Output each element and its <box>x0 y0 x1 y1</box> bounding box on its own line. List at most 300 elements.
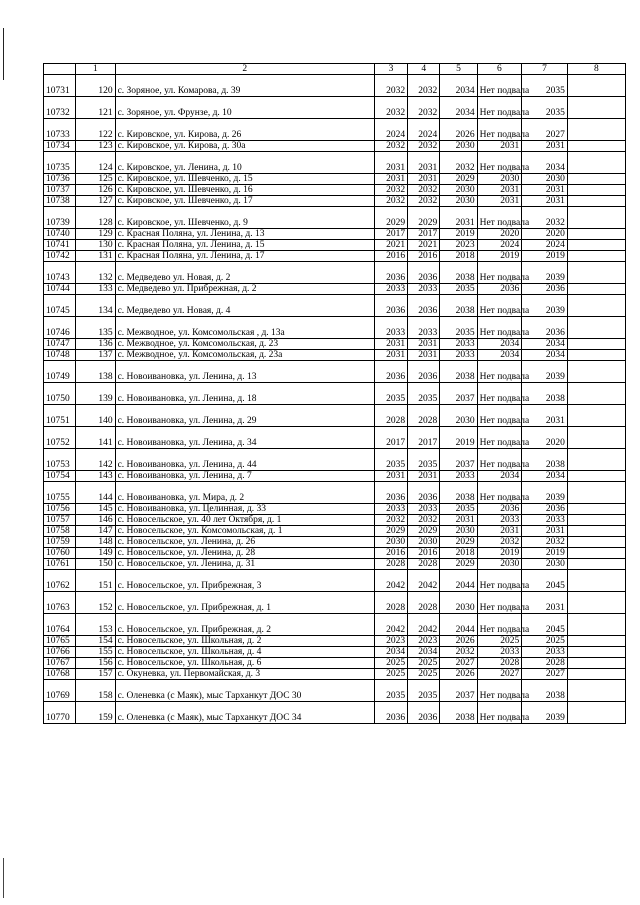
year-col3-cell: 2032 <box>374 97 407 119</box>
row-number-cell: 128 <box>76 207 115 229</box>
address-cell: с. Кировское, ул. Шевченко, д. 15 <box>115 174 374 185</box>
year-col5-cell: 2023 <box>440 240 477 251</box>
year-col3-cell: 2031 <box>374 174 407 185</box>
year-col4-cell: 2017 <box>408 229 440 240</box>
year-col4-cell: 2031 <box>408 174 440 185</box>
address-cell: с. Оленевка (с Маяк), мыс Тарханкут ДОС 30 <box>115 680 374 702</box>
address-cell: с. Межводное, ул. Комсомольская, д. 23а <box>115 350 374 361</box>
col6-cell: 2032 <box>477 537 522 548</box>
table-row <box>44 339 626 350</box>
year-col4-cell: 2031 <box>408 350 440 361</box>
year-col4-cell: 2034 <box>408 647 440 658</box>
address-cell: с. Медведево ул. Прибрежная, д. 2 <box>115 284 374 295</box>
year-col3-cell: 2028 <box>374 559 407 570</box>
address-cell: с. Новоивановка, ул. Целинная, д. 33 <box>115 504 374 515</box>
table-row <box>44 537 626 548</box>
year-col4-cell: 2031 <box>408 471 440 482</box>
table-row <box>44 592 626 614</box>
year-col5-cell: 2038 <box>440 361 477 383</box>
year-col7-cell: 2039 <box>522 361 568 383</box>
table-row <box>44 152 626 174</box>
col6-cell: 2024 <box>477 240 522 251</box>
year-col4-cell: 2021 <box>408 240 440 251</box>
year-col5-cell: 2018 <box>440 251 477 262</box>
year-col4-cell: 2036 <box>408 702 440 724</box>
year-col7-cell: 2031 <box>522 405 568 427</box>
row-number-cell: 141 <box>76 427 115 449</box>
year-col4-cell: 2016 <box>408 251 440 262</box>
col6-cell: 2025 <box>477 636 522 647</box>
row-number-cell: 134 <box>76 295 115 317</box>
col8-cell <box>567 350 625 361</box>
table-row <box>44 669 626 680</box>
column-header: 2 <box>115 64 374 75</box>
year-col7-cell: 2031 <box>522 592 568 614</box>
row-number-cell: 145 <box>76 504 115 515</box>
row-number-cell: 121 <box>76 97 115 119</box>
year-col7-cell: 2030 <box>522 174 568 185</box>
year-col4-cell: 2032 <box>408 196 440 207</box>
table-row <box>44 196 626 207</box>
col8-cell <box>567 526 625 537</box>
record-id-cell: 10746 <box>44 317 76 339</box>
record-id-cell: 10751 <box>44 405 76 427</box>
year-col5-cell: 2033 <box>440 339 477 350</box>
col6-cell: 2034 <box>477 471 522 482</box>
year-col7-cell: 2034 <box>522 339 568 350</box>
col6-cell: 2019 <box>477 251 522 262</box>
year-col5-cell: 2030 <box>440 592 477 614</box>
year-col4-cell: 2033 <box>408 504 440 515</box>
col6-cell: Нет подвала <box>477 702 522 724</box>
year-col7-cell: 2030 <box>522 559 568 570</box>
year-col3-cell: 2036 <box>374 702 407 724</box>
year-col4-cell: 2017 <box>408 427 440 449</box>
table-row <box>44 570 626 592</box>
table-row <box>44 75 626 97</box>
col8-cell <box>567 295 625 317</box>
col8-cell <box>567 636 625 647</box>
address-cell: с. Новосельское, ул. Прибрежная, д. 2 <box>115 614 374 636</box>
year-col7-cell: 2031 <box>522 196 568 207</box>
year-col5-cell: 2032 <box>440 152 477 174</box>
address-cell: с. Новоивановка, ул. Ленина, д. 29 <box>115 405 374 427</box>
record-id-cell: 10768 <box>44 669 76 680</box>
col8-cell <box>567 570 625 592</box>
col8-cell <box>567 339 625 350</box>
col6-cell: 2031 <box>477 185 522 196</box>
year-col3-cell: 2035 <box>374 680 407 702</box>
year-col5-cell: 2018 <box>440 548 477 559</box>
table-body <box>44 64 626 724</box>
table-row <box>44 515 626 526</box>
year-col5-cell: 2029 <box>440 559 477 570</box>
col8-cell <box>567 405 625 427</box>
year-col7-cell: 2020 <box>522 427 568 449</box>
row-number-cell: 123 <box>76 141 115 152</box>
address-cell: с. Кировское, ул. Шевченко, д. 16 <box>115 185 374 196</box>
address-cell: с. Кировское, ул. Кирова, д. 30а <box>115 141 374 152</box>
year-col4-cell: 2028 <box>408 592 440 614</box>
row-number-cell: 122 <box>76 119 115 141</box>
year-col3-cell: 2025 <box>374 658 407 669</box>
table-row <box>44 427 626 449</box>
address-cell: с. Кировское, ул. Ленина, д. 10 <box>115 152 374 174</box>
year-col5-cell: 2030 <box>440 185 477 196</box>
col6-cell: 2019 <box>477 548 522 559</box>
year-col5-cell: 2037 <box>440 449 477 471</box>
record-id-cell: 10748 <box>44 350 76 361</box>
year-col3-cell: 2032 <box>374 75 407 97</box>
year-col3-cell: 2024 <box>374 119 407 141</box>
year-col4-cell: 2036 <box>408 482 440 504</box>
col8-cell <box>567 647 625 658</box>
year-col3-cell: 2042 <box>374 570 407 592</box>
record-id-cell: 10738 <box>44 196 76 207</box>
col8-cell <box>567 658 625 669</box>
col8-cell <box>567 97 625 119</box>
year-col3-cell: 2017 <box>374 229 407 240</box>
table-row <box>44 405 626 427</box>
row-number-cell: 156 <box>76 658 115 669</box>
year-col5-cell: 2030 <box>440 141 477 152</box>
record-id-cell: 10761 <box>44 559 76 570</box>
year-col4-cell: 2029 <box>408 526 440 537</box>
row-number-cell: 131 <box>76 251 115 262</box>
year-col3-cell: 2036 <box>374 482 407 504</box>
year-col5-cell: 2037 <box>440 680 477 702</box>
year-col4-cell: 2035 <box>408 449 440 471</box>
address-cell: с. Межводное, ул. Комсомольская , д. 13а <box>115 317 374 339</box>
address-cell: с. Новоивановка, ул. Ленина, д. 7 <box>115 471 374 482</box>
table-row <box>44 636 626 647</box>
col8-cell <box>567 537 625 548</box>
address-cell: с. Кировское, ул. Кирова, д. 26 <box>115 119 374 141</box>
col8-cell <box>567 504 625 515</box>
year-col4-cell: 2035 <box>408 680 440 702</box>
col6-cell: Нет подвала <box>477 680 522 702</box>
address-cell: с. Новоивановка, ул. Мира, д. 2 <box>115 482 374 504</box>
record-id-cell: 10735 <box>44 152 76 174</box>
address-cell: с. Новосельское, ул. Ленина, д. 28 <box>115 548 374 559</box>
year-col4-cell: 2023 <box>408 636 440 647</box>
table-row <box>44 185 626 196</box>
year-col7-cell: 2036 <box>522 284 568 295</box>
col8-cell <box>567 559 625 570</box>
col8-cell <box>567 196 625 207</box>
year-col3-cell: 2028 <box>374 592 407 614</box>
year-col3-cell: 2042 <box>374 614 407 636</box>
row-number-cell: 124 <box>76 152 115 174</box>
col8-cell <box>567 284 625 295</box>
year-col3-cell: 2032 <box>374 196 407 207</box>
address-cell: с. Кировское, ул. Шевченко, д. 9 <box>115 207 374 229</box>
table-row <box>44 504 626 515</box>
record-id-cell: 10742 <box>44 251 76 262</box>
record-id-cell: 10755 <box>44 482 76 504</box>
record-id-cell: 10732 <box>44 97 76 119</box>
row-number-cell: 144 <box>76 482 115 504</box>
year-col7-cell: 2020 <box>522 229 568 240</box>
record-id-cell: 10741 <box>44 240 76 251</box>
year-col4-cell: 2032 <box>408 97 440 119</box>
year-col4-cell: 2036 <box>408 361 440 383</box>
row-number-cell: 139 <box>76 383 115 405</box>
year-col4-cell: 2032 <box>408 141 440 152</box>
col8-cell <box>567 75 625 97</box>
address-cell: с. Медведево ул. Новая, д. 2 <box>115 262 374 284</box>
table-row <box>44 471 626 482</box>
row-number-cell: 150 <box>76 559 115 570</box>
year-col5-cell: 2031 <box>440 207 477 229</box>
year-col3-cell: 2016 <box>374 251 407 262</box>
year-col3-cell: 2033 <box>374 504 407 515</box>
year-col7-cell: 2031 <box>522 141 568 152</box>
record-id-cell: 10737 <box>44 185 76 196</box>
table-row <box>44 229 626 240</box>
year-col3-cell: 2029 <box>374 207 407 229</box>
year-col7-cell: 2045 <box>522 614 568 636</box>
year-col7-cell: 2035 <box>522 97 568 119</box>
year-col4-cell: 2042 <box>408 614 440 636</box>
address-cell: с. Новосельское, ул. Школьная, д. 6 <box>115 658 374 669</box>
year-col3-cell: 2036 <box>374 295 407 317</box>
col6-cell: 2031 <box>477 526 522 537</box>
record-id-cell: 10731 <box>44 75 76 97</box>
address-cell: с. Новосельское, ул. Прибрежная, д. 1 <box>115 592 374 614</box>
year-col5-cell: 2033 <box>440 350 477 361</box>
record-id-cell: 10745 <box>44 295 76 317</box>
year-col3-cell: 2034 <box>374 647 407 658</box>
table-row <box>44 614 626 636</box>
col8-cell <box>567 251 625 262</box>
col6-cell: Нет подвала <box>477 449 522 471</box>
year-col5-cell: 2031 <box>440 515 477 526</box>
year-col7-cell: 2034 <box>522 471 568 482</box>
row-number-cell: 159 <box>76 702 115 724</box>
row-number-cell: 158 <box>76 680 115 702</box>
year-col4-cell: 2036 <box>408 295 440 317</box>
row-number-cell: 120 <box>76 75 115 97</box>
row-number-cell: 154 <box>76 636 115 647</box>
year-col7-cell: 2033 <box>522 647 568 658</box>
year-col5-cell: 2035 <box>440 317 477 339</box>
year-col4-cell: 2028 <box>408 405 440 427</box>
record-id-cell: 10757 <box>44 515 76 526</box>
address-cell: с. Окуневка, ул. Первомайская, д. 3 <box>115 669 374 680</box>
record-id-cell: 10749 <box>44 361 76 383</box>
col8-cell <box>567 383 625 405</box>
col8-cell <box>567 174 625 185</box>
row-number-cell: 152 <box>76 592 115 614</box>
table-row <box>44 482 626 504</box>
address-cell: с. Зоряное, ул. Фрунзе, д. 10 <box>115 97 374 119</box>
address-cell: с. Медведево ул. Новая, д. 4 <box>115 295 374 317</box>
year-col7-cell: 2019 <box>522 251 568 262</box>
column-header: 3 <box>374 64 407 75</box>
record-id-cell: 10753 <box>44 449 76 471</box>
year-col7-cell: 2038 <box>522 449 568 471</box>
record-id-cell: 10740 <box>44 229 76 240</box>
table-row <box>44 295 626 317</box>
year-col5-cell: 2037 <box>440 383 477 405</box>
year-col7-cell: 2039 <box>522 295 568 317</box>
col6-cell: 2031 <box>477 141 522 152</box>
record-id-cell: 10754 <box>44 471 76 482</box>
row-number-cell: 136 <box>76 339 115 350</box>
year-col7-cell: 2027 <box>522 119 568 141</box>
year-col5-cell: 2038 <box>440 482 477 504</box>
year-col7-cell: 2036 <box>522 504 568 515</box>
year-col4-cell: 2031 <box>408 152 440 174</box>
year-col7-cell: 2038 <box>522 383 568 405</box>
address-cell: с. Кировское, ул. Шевченко, д. 17 <box>115 196 374 207</box>
row-number-cell: 125 <box>76 174 115 185</box>
year-col4-cell: 2036 <box>408 262 440 284</box>
column-header: 8 <box>567 64 625 75</box>
col8-cell <box>567 317 625 339</box>
table-header-row <box>44 64 626 75</box>
col6-cell: Нет подвала <box>477 482 522 504</box>
col6-cell: 2033 <box>477 647 522 658</box>
col6-cell: 2034 <box>477 339 522 350</box>
col8-cell <box>567 482 625 504</box>
year-col3-cell: 2036 <box>374 361 407 383</box>
row-number-cell: 137 <box>76 350 115 361</box>
col8-cell <box>567 592 625 614</box>
col6-cell: 2036 <box>477 284 522 295</box>
table-row <box>44 141 626 152</box>
row-number-cell: 133 <box>76 284 115 295</box>
table-row <box>44 174 626 185</box>
year-col3-cell: 2030 <box>374 537 407 548</box>
address-cell: с. Новосельское, ул. Ленина, д. 26 <box>115 537 374 548</box>
year-col3-cell: 2031 <box>374 339 407 350</box>
col8-cell <box>567 427 625 449</box>
year-col3-cell: 2017 <box>374 427 407 449</box>
col8-cell <box>567 152 625 174</box>
scan-edge-mark <box>3 858 4 898</box>
col6-cell: Нет подвала <box>477 614 522 636</box>
year-col7-cell: 2024 <box>522 240 568 251</box>
col8-cell <box>567 207 625 229</box>
table-row <box>44 262 626 284</box>
col6-cell: Нет подвала <box>477 207 522 229</box>
year-col5-cell: 2030 <box>440 196 477 207</box>
address-cell: с. Новоивановка, ул. Ленина, д. 13 <box>115 361 374 383</box>
col6-cell: Нет подвала <box>477 427 522 449</box>
table-row <box>44 383 626 405</box>
year-col7-cell: 2031 <box>522 526 568 537</box>
col8-cell <box>567 680 625 702</box>
row-number-cell: 142 <box>76 449 115 471</box>
row-number-cell: 153 <box>76 614 115 636</box>
year-col3-cell: 2033 <box>374 284 407 295</box>
year-col7-cell: 2034 <box>522 350 568 361</box>
table-row <box>44 97 626 119</box>
address-cell: с. Новосельское, ул. Ленина, д. 31 <box>115 559 374 570</box>
address-cell: с. Красная Поляна, ул. Ленина, д. 15 <box>115 240 374 251</box>
year-col3-cell: 2031 <box>374 350 407 361</box>
year-col5-cell: 2026 <box>440 119 477 141</box>
year-col3-cell: 2025 <box>374 669 407 680</box>
row-number-cell: 143 <box>76 471 115 482</box>
col8-cell <box>567 229 625 240</box>
col8-cell <box>567 614 625 636</box>
year-col4-cell: 2025 <box>408 669 440 680</box>
col8-cell <box>567 449 625 471</box>
year-col7-cell: 2038 <box>522 680 568 702</box>
year-col4-cell: 2030 <box>408 537 440 548</box>
year-col5-cell: 2032 <box>440 647 477 658</box>
address-cell: с. Новоивановка, ул. Ленина, д. 18 <box>115 383 374 405</box>
col6-cell: Нет подвала <box>477 262 522 284</box>
table-row <box>44 658 626 669</box>
year-col4-cell: 2029 <box>408 207 440 229</box>
year-col4-cell: 2032 <box>408 515 440 526</box>
address-cell: с. Новосельское, ул. Комсомольская, д. 1 <box>115 526 374 537</box>
year-col5-cell: 2019 <box>440 229 477 240</box>
col6-cell: Нет подвала <box>477 152 522 174</box>
column-header <box>44 64 76 75</box>
table-row <box>44 449 626 471</box>
year-col3-cell: 2029 <box>374 526 407 537</box>
year-col5-cell: 2038 <box>440 702 477 724</box>
row-number-cell: 126 <box>76 185 115 196</box>
col8-cell <box>567 240 625 251</box>
col6-cell: 2033 <box>477 515 522 526</box>
row-number-cell: 138 <box>76 361 115 383</box>
record-id-cell: 10762 <box>44 570 76 592</box>
record-id-cell: 10759 <box>44 537 76 548</box>
col8-cell <box>567 361 625 383</box>
year-col5-cell: 2030 <box>440 405 477 427</box>
table-row <box>44 317 626 339</box>
year-col3-cell: 2021 <box>374 240 407 251</box>
address-cell: с. Новосельское, ул. 40 лет Октября, д. 1 <box>115 515 374 526</box>
year-col7-cell: 2025 <box>522 636 568 647</box>
table-row <box>44 361 626 383</box>
year-col3-cell: 2032 <box>374 185 407 196</box>
year-col7-cell: 2032 <box>522 537 568 548</box>
table-row <box>44 702 626 724</box>
col6-cell: 2036 <box>477 504 522 515</box>
year-col7-cell: 2039 <box>522 482 568 504</box>
col6-cell: 2030 <box>477 559 522 570</box>
year-col3-cell: 2016 <box>374 548 407 559</box>
record-id-cell: 10733 <box>44 119 76 141</box>
year-col3-cell: 2035 <box>374 449 407 471</box>
year-col7-cell: 2045 <box>522 570 568 592</box>
col8-cell <box>567 669 625 680</box>
year-col7-cell: 2028 <box>522 658 568 669</box>
row-number-cell: 130 <box>76 240 115 251</box>
table-row <box>44 350 626 361</box>
year-col4-cell: 2016 <box>408 548 440 559</box>
table-row <box>44 559 626 570</box>
col6-cell: Нет подвала <box>477 295 522 317</box>
record-id-cell: 10734 <box>44 141 76 152</box>
year-col5-cell: 2027 <box>440 658 477 669</box>
year-col7-cell: 2039 <box>522 262 568 284</box>
column-header: 5 <box>440 64 477 75</box>
year-col3-cell: 2035 <box>374 383 407 405</box>
table-row <box>44 284 626 295</box>
year-col4-cell: 2033 <box>408 317 440 339</box>
year-col7-cell: 2019 <box>522 548 568 559</box>
record-id-cell: 10767 <box>44 658 76 669</box>
year-col3-cell: 2033 <box>374 317 407 339</box>
